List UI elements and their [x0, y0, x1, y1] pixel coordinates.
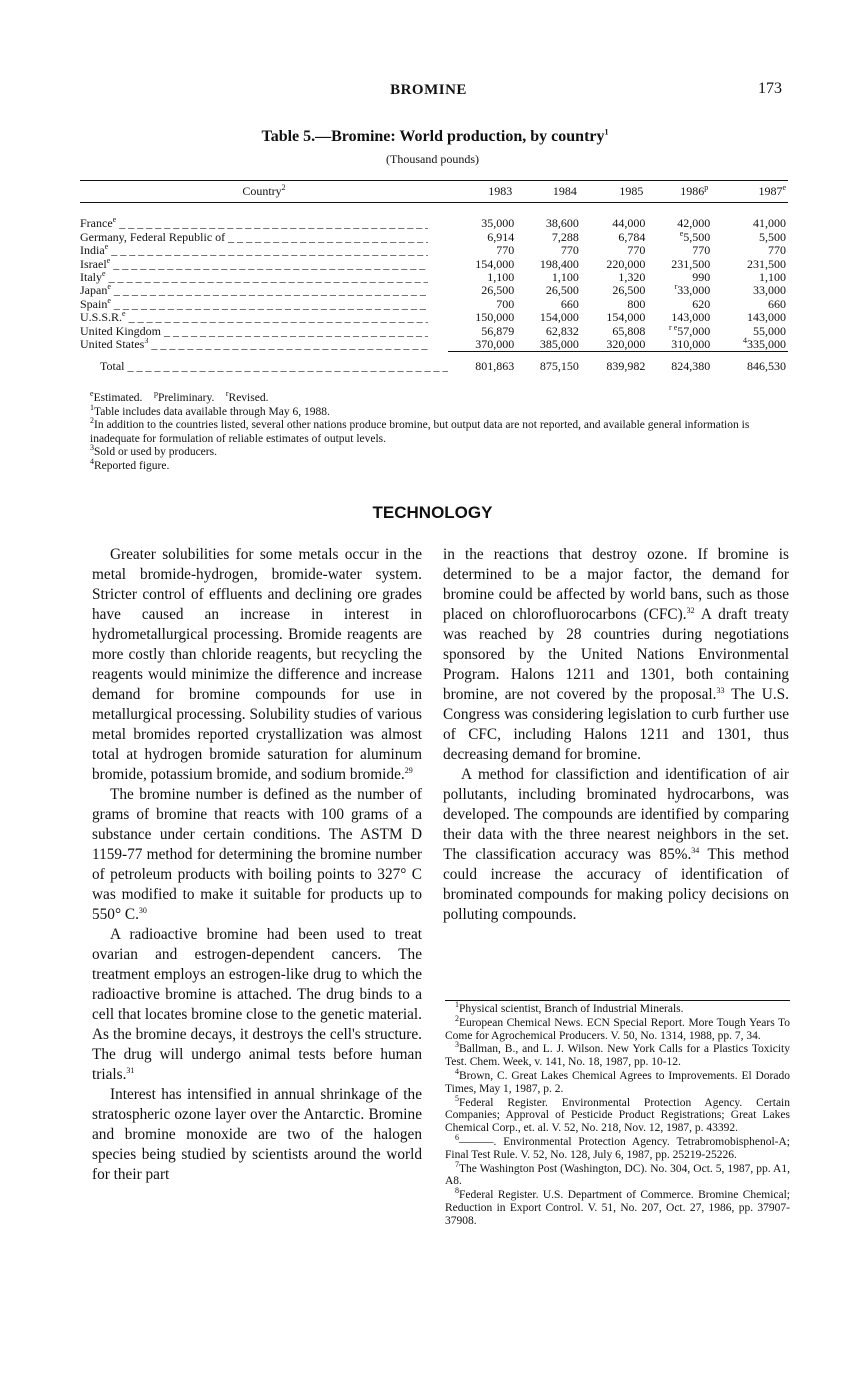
- value-cell: 700: [496, 296, 515, 311]
- value-cell: 42,000: [677, 216, 711, 231]
- value-cell: 770: [768, 243, 786, 258]
- value-cell: 6,914: [487, 229, 515, 244]
- table-footnote-1: $^1$Table includes data available through May 6, 1988.: [90, 402, 330, 418]
- value-cell: 26,500: [481, 283, 515, 298]
- paragraph-solubilities: Greater solubilities for some metals occur in the metal bromide-hydrogen, bromide-water system. Stricter control of effluents and declining ore grades have caused an increase in interest in hydrometallurgical processing. Bromide reagents are more costly than chloride reagents, but recycling the reagents would minimize the difference and increase demand for bromine compounds for use in metallurgical processing. Solubility studies of various metal bromides reported crystallization was almost total at hydrogen bromide saturation for aluminum bromide, potassium bromide, and sodium bromide.$^{29}$: [92, 546, 422, 783]
- value-cell: 770: [627, 243, 646, 258]
- value-cell: 1,100: [487, 270, 515, 285]
- total-value-cell: 824,380: [647, 352, 712, 374]
- body-column-right: [443, 545, 789, 925]
- table-row: [80, 311, 788, 324]
- value-cell: 1,100: [759, 270, 786, 285]
- country-cell: United States$^3$ _ _ _: [80, 338, 448, 352]
- value-cell: 154,000: [606, 310, 646, 325]
- total-row: [80, 352, 788, 374]
- table-row: [80, 325, 788, 338]
- value-cell: 1,100: [551, 270, 579, 285]
- value-cell: 65,808: [612, 323, 646, 338]
- table-footnote-legend: $^e$Estimated. $^p$Preliminary. $^r$Revised.: [90, 389, 269, 404]
- value-cell: 26,500: [545, 283, 579, 298]
- value-cell: 33,000: [753, 283, 786, 298]
- page-number: 173: [758, 80, 782, 97]
- value-cell: 35,000: [481, 216, 515, 231]
- country-cell: U.S.S.R.$^e$ _ _ _: [80, 311, 448, 324]
- country-cell: Italy$^e$ _ _ _: [80, 271, 448, 284]
- value-cell: 231,500: [671, 256, 711, 271]
- value-cell: 770: [692, 243, 711, 258]
- running-title: BROMINE: [390, 82, 467, 98]
- table-row: [80, 284, 788, 297]
- value-cell: 7,288: [551, 229, 579, 244]
- value-cell: 26,500: [612, 283, 646, 298]
- total-value-cell: 846,530: [712, 352, 788, 374]
- value-cell: 62,832: [545, 323, 579, 338]
- value-cell: 150,000: [475, 310, 515, 325]
- country-cell: France$^e$ _ _ _: [80, 203, 448, 231]
- footnote-5: $^5$Federal Register. Environmental Protection Agency. Certain Companies; Approval of Pesticide Product Registrations; Great Lakes Chemical Corp., et. al. V. 52, No. 218, Nov. 12, 1987, p. 43392.: [445, 1093, 790, 1135]
- value-cell: 38,600: [545, 216, 579, 231]
- column-header-1986: 1986$^p$: [647, 181, 712, 203]
- value-cell: 154,000: [539, 310, 579, 325]
- country-cell: Israel$^e$ _ _ _: [80, 258, 448, 271]
- value-cell: 154,000: [475, 256, 515, 271]
- value-cell: 143,000: [747, 310, 786, 325]
- paragraph-radioactive-bromine: A radioactive bromine had been used to treat ovarian and estrogen-dependent cancers. The treatment employs an estrogen-like drug to which the radioactive bromine is attached. The drug binds to a cell that locates bromine close to the genetic material. As the bromine decays, it destroys the cell's structure. The drug will undergo animal tests before human trials.$^{31}$: [92, 926, 422, 1083]
- total-value-cell: 875,150: [516, 352, 581, 374]
- column-header-1984: 1984: [516, 181, 581, 203]
- table-row: [80, 231, 788, 244]
- value-cell: 620: [692, 296, 711, 311]
- country-cell: Spain$^e$ _ _ _: [80, 298, 448, 311]
- column-header-1985: 1985: [581, 181, 647, 203]
- value-cell: 56,879: [481, 323, 515, 338]
- total-value-cell: 839,982: [581, 352, 647, 374]
- value-cell: 1,320: [618, 270, 646, 285]
- value-cell: $^r$33,000: [674, 282, 711, 298]
- table-row: [80, 203, 788, 231]
- table-footnote-3: $^3$Sold or used by producers.: [90, 443, 217, 458]
- paragraph-ozone: Interest has intensified in annual shrinkage of the stratospheric ozone layer over the Antarctic. Bromine and bromine monoxide are two of the halogen species being studied by scientists around the world for their part: [92, 1086, 422, 1183]
- footnote-4: $^4$Brown, C. Great Lakes Chemical Agrees to Improvements. El Dorado Times, May 1, 1987, p. 2.: [445, 1067, 790, 1095]
- footnote-1: $^1$Physical scientist, Branch of Industrial Minerals.: [455, 1000, 684, 1015]
- country-cell: Japan$^e$ _ _ _: [80, 284, 448, 297]
- body-column-left: [92, 545, 422, 1185]
- table-title-note: 1: [604, 127, 609, 137]
- production-table: [80, 180, 788, 374]
- country-cell: Germany, Federal Republic of _ _ _: [80, 231, 448, 244]
- footnote-8: $^8$Federal Register. U.S. Department of Commerce. Bromine Chemical; Reduction in Export Control. V. 51, No. 207, Oct. 27, 1986, pp. 37907-37908.: [445, 1186, 790, 1227]
- column-header-1983: 1983: [448, 181, 516, 203]
- footnote-3: $^3$Ballman, B., and L. J. Wilson. New York Calls for a Plastics Toxicity Test. Chem. Week, v. 141, No. 18, 1987, pp. 10-12.: [445, 1040, 790, 1069]
- value-cell: 320,000: [606, 337, 646, 352]
- country-cell: United Kingdom _ _ _: [80, 325, 448, 338]
- footnote-7: $^7$The Washington Post (Washington, DC). No. 304, Oct. 5, 1987, pp. A1, A8.: [445, 1159, 790, 1188]
- value-cell: 220,000: [606, 256, 646, 271]
- column-header-country: Country$^2$: [80, 181, 448, 203]
- table-header-row: [80, 181, 788, 203]
- paragraph-bromine-number: The bromine number is defined as the number of grams of bromine that reacts with 100 grams of a substance under certain conditions. The ASTM D 1159-77 method for determining the bromine number of petroleum products with boiling points to 327° C was modified to make it suitable for products up to 550° C.$^{30}$: [92, 786, 422, 923]
- paragraph-air-pollutants: A method for classifiction and identification of air pollutants, including brominated hydrocarbons, was developed. The compounds are identified by comparing their data with the three nearest neighbors in the set. The classification accuracy was 85%.$^{34}$ This method could increase the accuracy of identification of brominated compounds for making policy decisions on polluting compounds.: [443, 766, 790, 923]
- column-header-1987: 1987e: [712, 181, 788, 203]
- value-cell: 44,000: [612, 216, 646, 231]
- value-cell: $^e$5,500: [679, 228, 711, 244]
- country-cell: India$^e$ _ _ _: [80, 244, 448, 257]
- table-row: [80, 244, 788, 257]
- value-cell: 800: [627, 296, 646, 311]
- table-row: [80, 258, 788, 271]
- table-footnote-2: $^2$In addition to the countries listed, several other nations produce bromine, but output data are not reported, and available general information is inadequate for formulation of reliable estimates of output levels.: [90, 416, 750, 445]
- value-cell: 990: [692, 270, 711, 285]
- table-unit: (Thousand pounds): [386, 152, 479, 166]
- page-footnotes: [445, 1000, 790, 1229]
- value-cell: 6,784: [618, 229, 646, 244]
- value-cell: 385,000: [539, 337, 579, 352]
- value-cell: 660: [560, 296, 579, 311]
- table-row: [80, 298, 788, 311]
- total-label-cell: Total _ _ _: [80, 352, 448, 374]
- value-cell: 770: [496, 243, 515, 258]
- table-footnotes: [80, 389, 790, 473]
- table-row: [80, 338, 788, 352]
- table-title: [0, 128, 857, 146]
- value-cell: 770: [560, 243, 579, 258]
- footnote-2: $^2$European Chemical News. ECN Special Report. More Tough Years To Come for Agrochemical Producers. V. 50, No. 1314, 1988, pp. 7, 34.: [445, 1013, 790, 1042]
- value-cell: 310,000: [671, 337, 711, 352]
- value-cell: 198,400: [539, 256, 579, 271]
- value-cell: 660: [768, 296, 786, 311]
- value-cell: 143,000: [671, 310, 711, 325]
- section-heading: TECHNOLOGY: [372, 503, 493, 522]
- paragraph-ozone-continued: in the reactions that destroy ozone. If bromine is determined to be a major factor, the demand for bromine could be affected by world bans, such as those placed on chlorofluorocarbons (CFC).$^{32}$ A draft treaty was reached by 28 countries during negotiations sponsored by the United Nations Environmental Program. Halons 1211 and 1301, both containing bromine, are not covered by the proposal.$^{33}$ The U.S. Congress was considering legislation to curb further use of CFC, including Halons 1211 and 1301, thus decreasing demand for bromine.: [443, 546, 790, 763]
- table-footnote-4: $^4$Reported figure.: [90, 456, 170, 472]
- total-value-cell: 801,863: [448, 352, 516, 374]
- footnote-6: $^6$———. Environmental Protection Agency. Tetrabromobisphenol-A; Final Test Rule. V. 52, No. 128, July 6, 1987, pp. 25219-25226.: [445, 1133, 790, 1161]
- value-cell: 370,000: [475, 337, 515, 352]
- value-cell: $^{r e}$57,000: [669, 322, 711, 338]
- value-cell: 41,000: [753, 216, 786, 231]
- value-cell: $^4$335,000: [743, 336, 786, 352]
- value-cell: 231,500: [747, 256, 786, 271]
- table-title-text: Table 5.—Bromine: World production, by country: [261, 128, 605, 145]
- value-cell: 5,500: [759, 229, 786, 244]
- value-cell: 55,000: [753, 323, 786, 338]
